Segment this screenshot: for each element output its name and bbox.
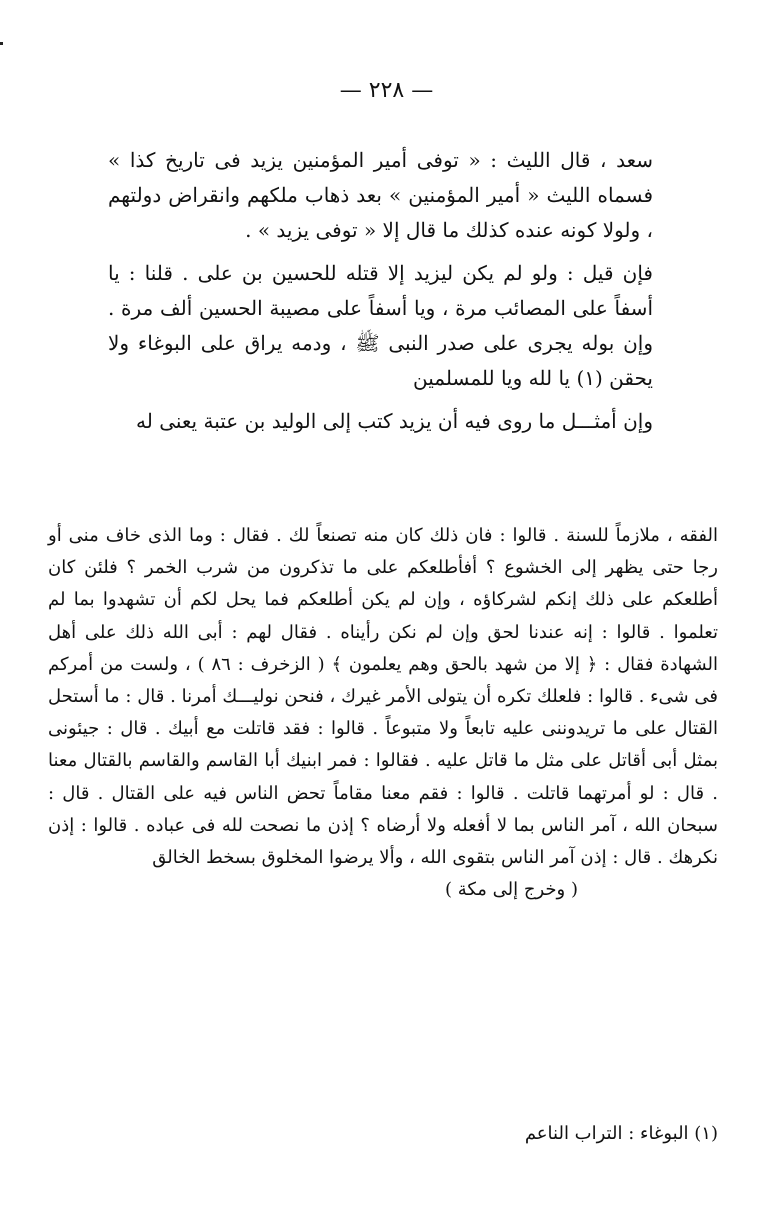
main-paragraph-1: سعد ، قال الليث : « توفى أمير المؤمنين يزيد فى تاريخ كذا » فسماه الليث « أمير المؤمنين » بعد ذهاب ملكهم وانقراض دولتهم ، ولولا كونه عنده كذلك ما قال إلا « توفى يزيد » .: [108, 148, 653, 242]
main-text-block: [108, 143, 653, 439]
margin-mark: [0, 42, 3, 45]
notes-paragraph: الفقه ، ملازماً للسنة . قالوا : فان ذلك كان منه تصنعاً لك . فقال : وما الذى خاف منى أو رجا حتى يظهر إلى الخشوع ؟ أفأطلعكم على ما تذكرون من شرب الخمر ؟ فلئن كان أطلعكم على ذلك إنكم لشركاؤه ، وإن لم يكن أطلعكم فما يحل لكم أن تشهدوا بما لم تعلموا . قالوا : إنه عندنا لحق وإن لم نكن رأيناه . فقال لهم : أبى الله ذلك على أهل الشهادة فقال : ﴿ إلا من شهد بالحق وهم يعلمون ﴾ ( الزخرف : ٨٦ ) ، ولست من أمركم فى شىء . قالوا : فلعلك تكره أن يتولى الأمر غيرك ، فنحن نوليـــك أمرنا . قال : ما أستحل القتال على ما تريدوننى عليه تابعاً ولا متبوعاً . قالوا : فقد قاتلت مع أبيك . قال : جيئونى بمثل أبى أقاتل على مثل ما قاتل عليه . فقالوا : فمر ابنيك أبا القاسم والقاسم بالقتال معنا . قال : لو أمرتهما قاتلت . قالوا : فقم معنا مقاماً تحض الناس فيه على القتال . قال : سبحان الله ، آمر الناس بما لا أفعله ولا أرضاه ؟ إذن ما نصحت لله فى عباده . قالوا : إذن نكرهك . قال : إذن آمر الناس بتقوى الله ، وألا يرضوا المخلوق بسخط الخالق: [48, 525, 718, 869]
main-paragraph-3: وإن أمثـــل ما روى فيه أن يزيد كتب إلى الوليد بن عتبة يعنى له: [136, 409, 653, 433]
notes-closing: ( وخرج إلى مكة ): [444, 879, 578, 901]
notes-block: [48, 520, 718, 906]
main-paragraph-2: فإن قيل : ولو لم يكن ليزيد إلا قتله للحسين بن على . قلنا : يا أسفاً على المصائب مرة ، ويا أسفاً على مصيبة الحسين ألف مرة . وإن بوله يجرى على صدر النبى ﷺ ، ودمه يراق على البوغاء ولا يحقن (١) يا لله ويا للمسلمين: [108, 261, 653, 390]
footnote: (١) البوغاء : التراب الناعم: [524, 1123, 718, 1144]
page-number: — ٢٢٨ —: [339, 78, 434, 103]
